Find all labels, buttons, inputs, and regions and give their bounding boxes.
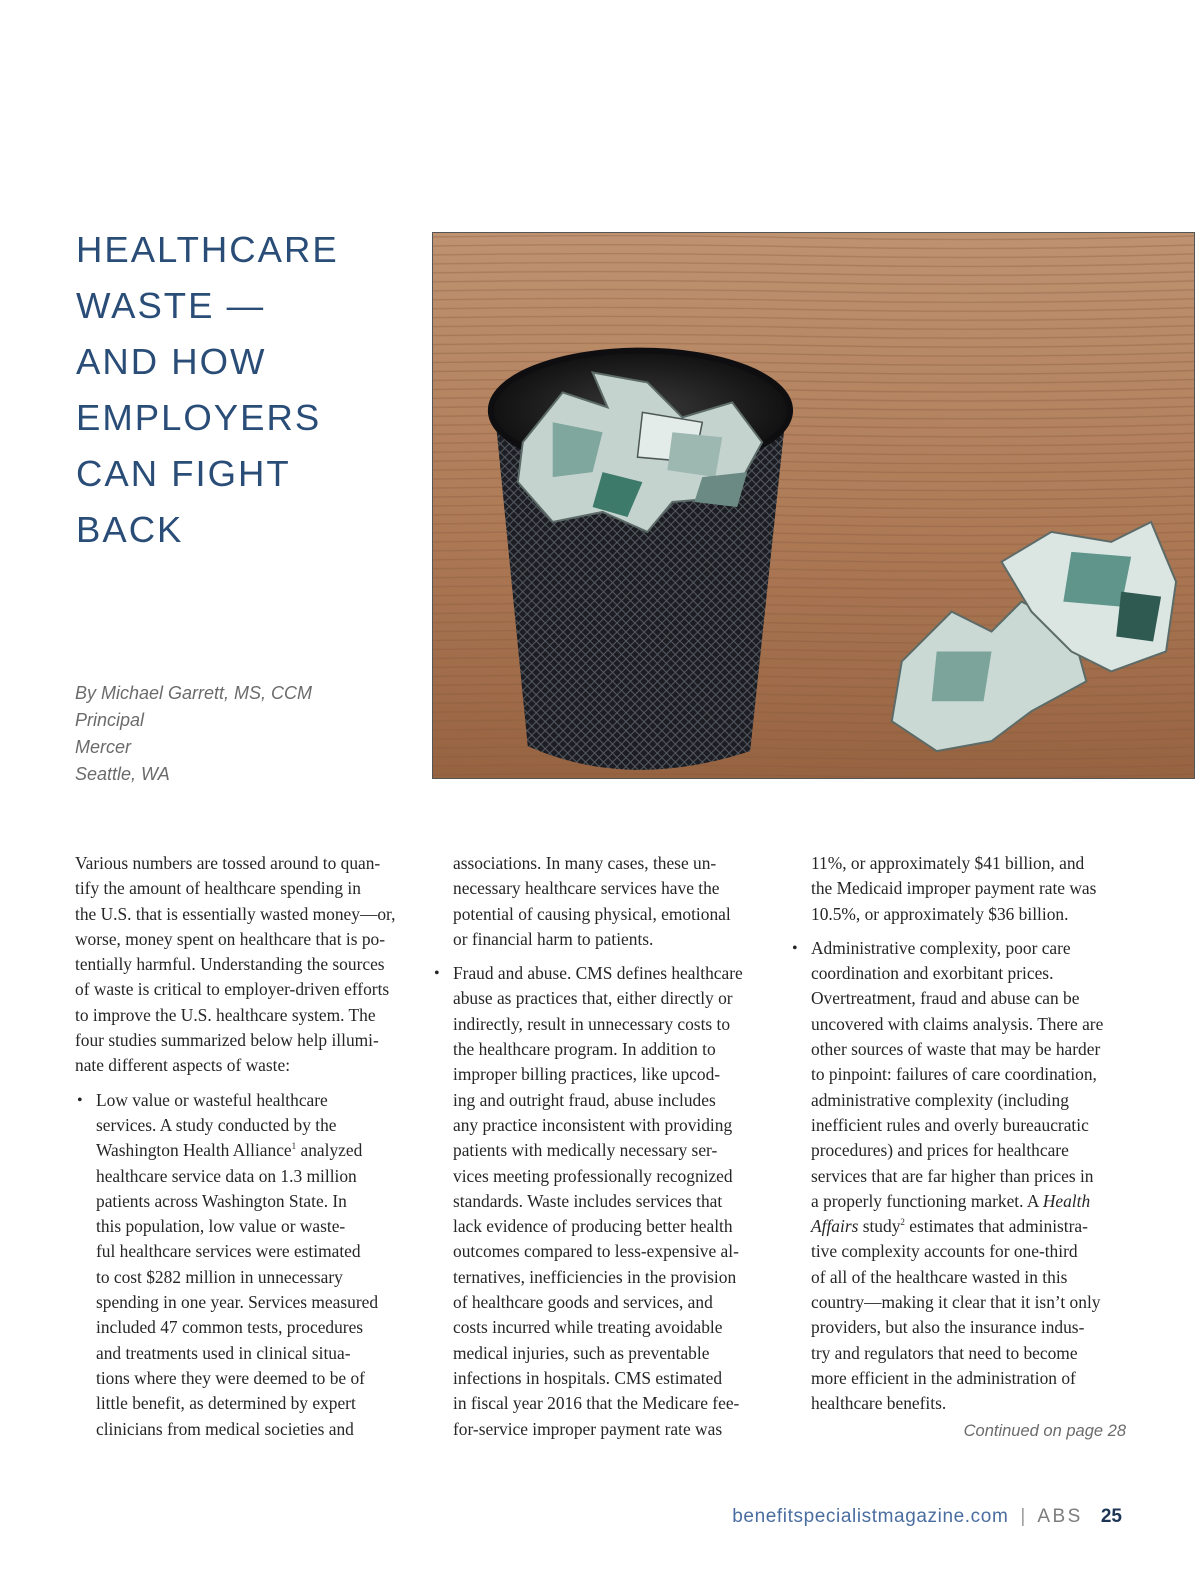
text-fragment: a properly functioning market. A <box>811 1190 1043 1211</box>
article-photo <box>432 232 1195 779</box>
text-line: potential of causing physical, emotional <box>453 903 731 924</box>
text-line: more efficient in the administration of <box>811 1367 1076 1388</box>
text-line: services. A study conducted by the <box>96 1114 337 1135</box>
text-line: administrative complexity (including <box>811 1089 1069 1110</box>
text-line: for-service improper payment rate was <box>453 1418 723 1439</box>
text-line: • Fraud and abuse. CMS defines healthcare <box>453 963 743 984</box>
list-item-low-value-services <box>75 1088 410 1442</box>
text-line: • Administrative complexity, poor care <box>811 937 1071 958</box>
text-line: and treatments used in clinical situa- <box>96 1342 351 1363</box>
text-line: Overtreatment, fraud and abuse can be <box>811 988 1080 1009</box>
headline-line: BACK <box>76 509 184 550</box>
text-line: ful healthcare services were estimated <box>96 1241 361 1262</box>
text-line: outcomes compared to less-expensive al- <box>453 1241 739 1262</box>
headline-line: WASTE — <box>76 285 266 326</box>
article-headline <box>76 222 406 558</box>
text-line: uncovered with claims analysis. There are <box>811 1013 1104 1034</box>
continued-paragraph <box>432 851 772 952</box>
text-line: to improve the U.S. healthcare system. The <box>75 1004 376 1025</box>
text-line: lack evidence of producing better health <box>453 1216 733 1237</box>
byline-title: Principal <box>75 710 145 730</box>
text-line: worse, money spent on healthcare that is po- <box>75 928 386 949</box>
waste-list <box>790 936 1135 1417</box>
text-fragment: estimates that administra- <box>904 1216 1088 1237</box>
text-line: providers, but also the insurance indus- <box>811 1317 1085 1338</box>
text-line: of all of the healthcare wasted in this <box>811 1266 1068 1287</box>
text-line: 10.5%, or approximately $36 billion. <box>811 903 1069 924</box>
text-line: 11%, or approximately $41 billion, and <box>811 853 1085 873</box>
text-line: inefficient rules and overly bureaucratic <box>811 1114 1089 1135</box>
text-line: standards. Waste includes services that <box>453 1190 723 1211</box>
author-byline <box>75 680 405 788</box>
text-line: • Low value or wasteful healthcare <box>96 1089 328 1110</box>
footer-separator: | <box>1020 1506 1026 1527</box>
text-line: procedures) and prices for healthcare <box>811 1140 1069 1161</box>
text-line: services that are far higher than prices in <box>811 1165 1094 1186</box>
body-column-2 <box>432 851 772 1442</box>
text-line: tentially harmful. Understanding the sources <box>75 954 385 975</box>
text-line: nate different aspects of waste: <box>75 1055 291 1076</box>
footnote-ref-2: 2 <box>900 1217 905 1228</box>
text-line: abuse as practices that, either directly or <box>453 988 733 1009</box>
text-line <box>811 1214 1135 1239</box>
page-footer <box>732 1503 1122 1531</box>
waste-list <box>432 961 772 1442</box>
journal-title-fragment: Affairs <box>811 1216 859 1237</box>
text-line: little benefit, as determined by expert <box>96 1393 356 1414</box>
list-item-fraud-and-abuse <box>432 961 772 1442</box>
text-line: costs incurred while treating avoidable <box>453 1317 723 1338</box>
text-fragment: study <box>858 1216 901 1237</box>
text-line: try and regulators that need to become <box>811 1342 1078 1363</box>
text-line <box>96 1138 410 1163</box>
text-line: infections in hospitals. CMS estimated <box>453 1367 723 1388</box>
text-line: this population, low value or waste- <box>96 1216 346 1237</box>
headline-line: HEALTHCARE <box>76 229 339 270</box>
text-line: tive complexity accounts for one-third <box>811 1241 1078 1262</box>
text-line: necessary healthcare services have the <box>453 878 720 899</box>
text-line: associations. In many cases, these un- <box>453 853 717 873</box>
text-line: or financial harm to patients. <box>453 928 654 949</box>
text-line: coordination and exorbitant prices. <box>811 963 1054 984</box>
text-line: any practice inconsistent with providing <box>453 1114 733 1135</box>
text-line: improper billing practices, like upcod- <box>453 1064 721 1085</box>
continued-on-link[interactable]: Continued on page 28 <box>963 1422 1126 1440</box>
intro-paragraph <box>75 851 410 1079</box>
text-line: patients with medically necessary ser- <box>453 1140 718 1161</box>
headline-line: EMPLOYERS <box>76 397 322 438</box>
headline-line: AND HOW <box>76 341 267 382</box>
text-line: vices meeting professionally recognized <box>453 1165 733 1186</box>
waste-list <box>75 1088 410 1442</box>
text-line: clinicians from medical societies and <box>96 1418 354 1439</box>
body-column-3 <box>790 851 1135 1417</box>
list-item-administrative-complexity <box>790 936 1135 1417</box>
text-line: other sources of waste that may be harder <box>811 1039 1101 1060</box>
text-line: tions where they were deemed to be of <box>96 1367 365 1388</box>
body-column-1 <box>75 851 410 1442</box>
text-line: to cost $282 million in unnecessary <box>96 1266 343 1287</box>
byline-location: Seattle, WA <box>75 764 170 784</box>
text-line: patients across Washington State. In <box>96 1190 347 1211</box>
byline-author: By Michael Garrett, MS, CCM <box>75 683 313 703</box>
text-line: indirectly, result in unnecessary costs to <box>453 1013 731 1034</box>
text-line: included 47 common tests, procedures <box>96 1317 364 1338</box>
text-line: the U.S. that is essentially wasted money—or, <box>75 903 396 924</box>
footer-magazine-name: ABS <box>1037 1506 1083 1527</box>
wastebasket-money-image <box>433 233 1194 778</box>
page-number: 25 <box>1100 1506 1122 1527</box>
text-line: the healthcare program. In addition to <box>453 1039 716 1060</box>
text-line <box>811 1189 1135 1214</box>
text-line: country—making it clear that it isn’t only <box>811 1292 1101 1313</box>
text-line: healthcare service data on 1.3 million <box>96 1165 357 1186</box>
text-line: tify the amount of healthcare spending in <box>75 878 361 899</box>
text-line: in fiscal year 2016 that the Medicare fee- <box>453 1393 740 1414</box>
text-line: the Medicaid improper payment rate was <box>811 878 1097 899</box>
text-line: of waste is critical to employer-driven efforts <box>75 979 390 1000</box>
text-line: ing and outright fraud, abuse includes <box>453 1089 716 1110</box>
text-line: of healthcare goods and services, and <box>453 1292 713 1313</box>
continued-paragraph <box>790 851 1135 927</box>
footer-website-link[interactable]: benefitspecialistmagazine.com <box>732 1506 1009 1527</box>
text-line: medical injuries, such as preventable <box>453 1342 710 1363</box>
text-line: four studies summarized below help illumi- <box>75 1030 379 1051</box>
text-line: to pinpoint: failures of care coordination, <box>811 1064 1097 1085</box>
text-line: healthcare benefits. <box>811 1393 947 1414</box>
footnote-ref-1: 1 <box>291 1141 297 1152</box>
journal-title-fragment: Health <box>1042 1190 1091 1211</box>
text-line: spending in one year. Services measured <box>96 1292 379 1313</box>
text-fragment: Washington Health Alliance <box>96 1140 292 1161</box>
byline-company: Mercer <box>75 737 132 757</box>
text-line: Various numbers are tossed around to quan- <box>75 853 381 873</box>
text-fragment: analyzed <box>296 1140 363 1161</box>
headline-line: CAN FIGHT <box>76 453 291 494</box>
text-line: ternatives, inefficiencies in the provision <box>453 1266 737 1287</box>
